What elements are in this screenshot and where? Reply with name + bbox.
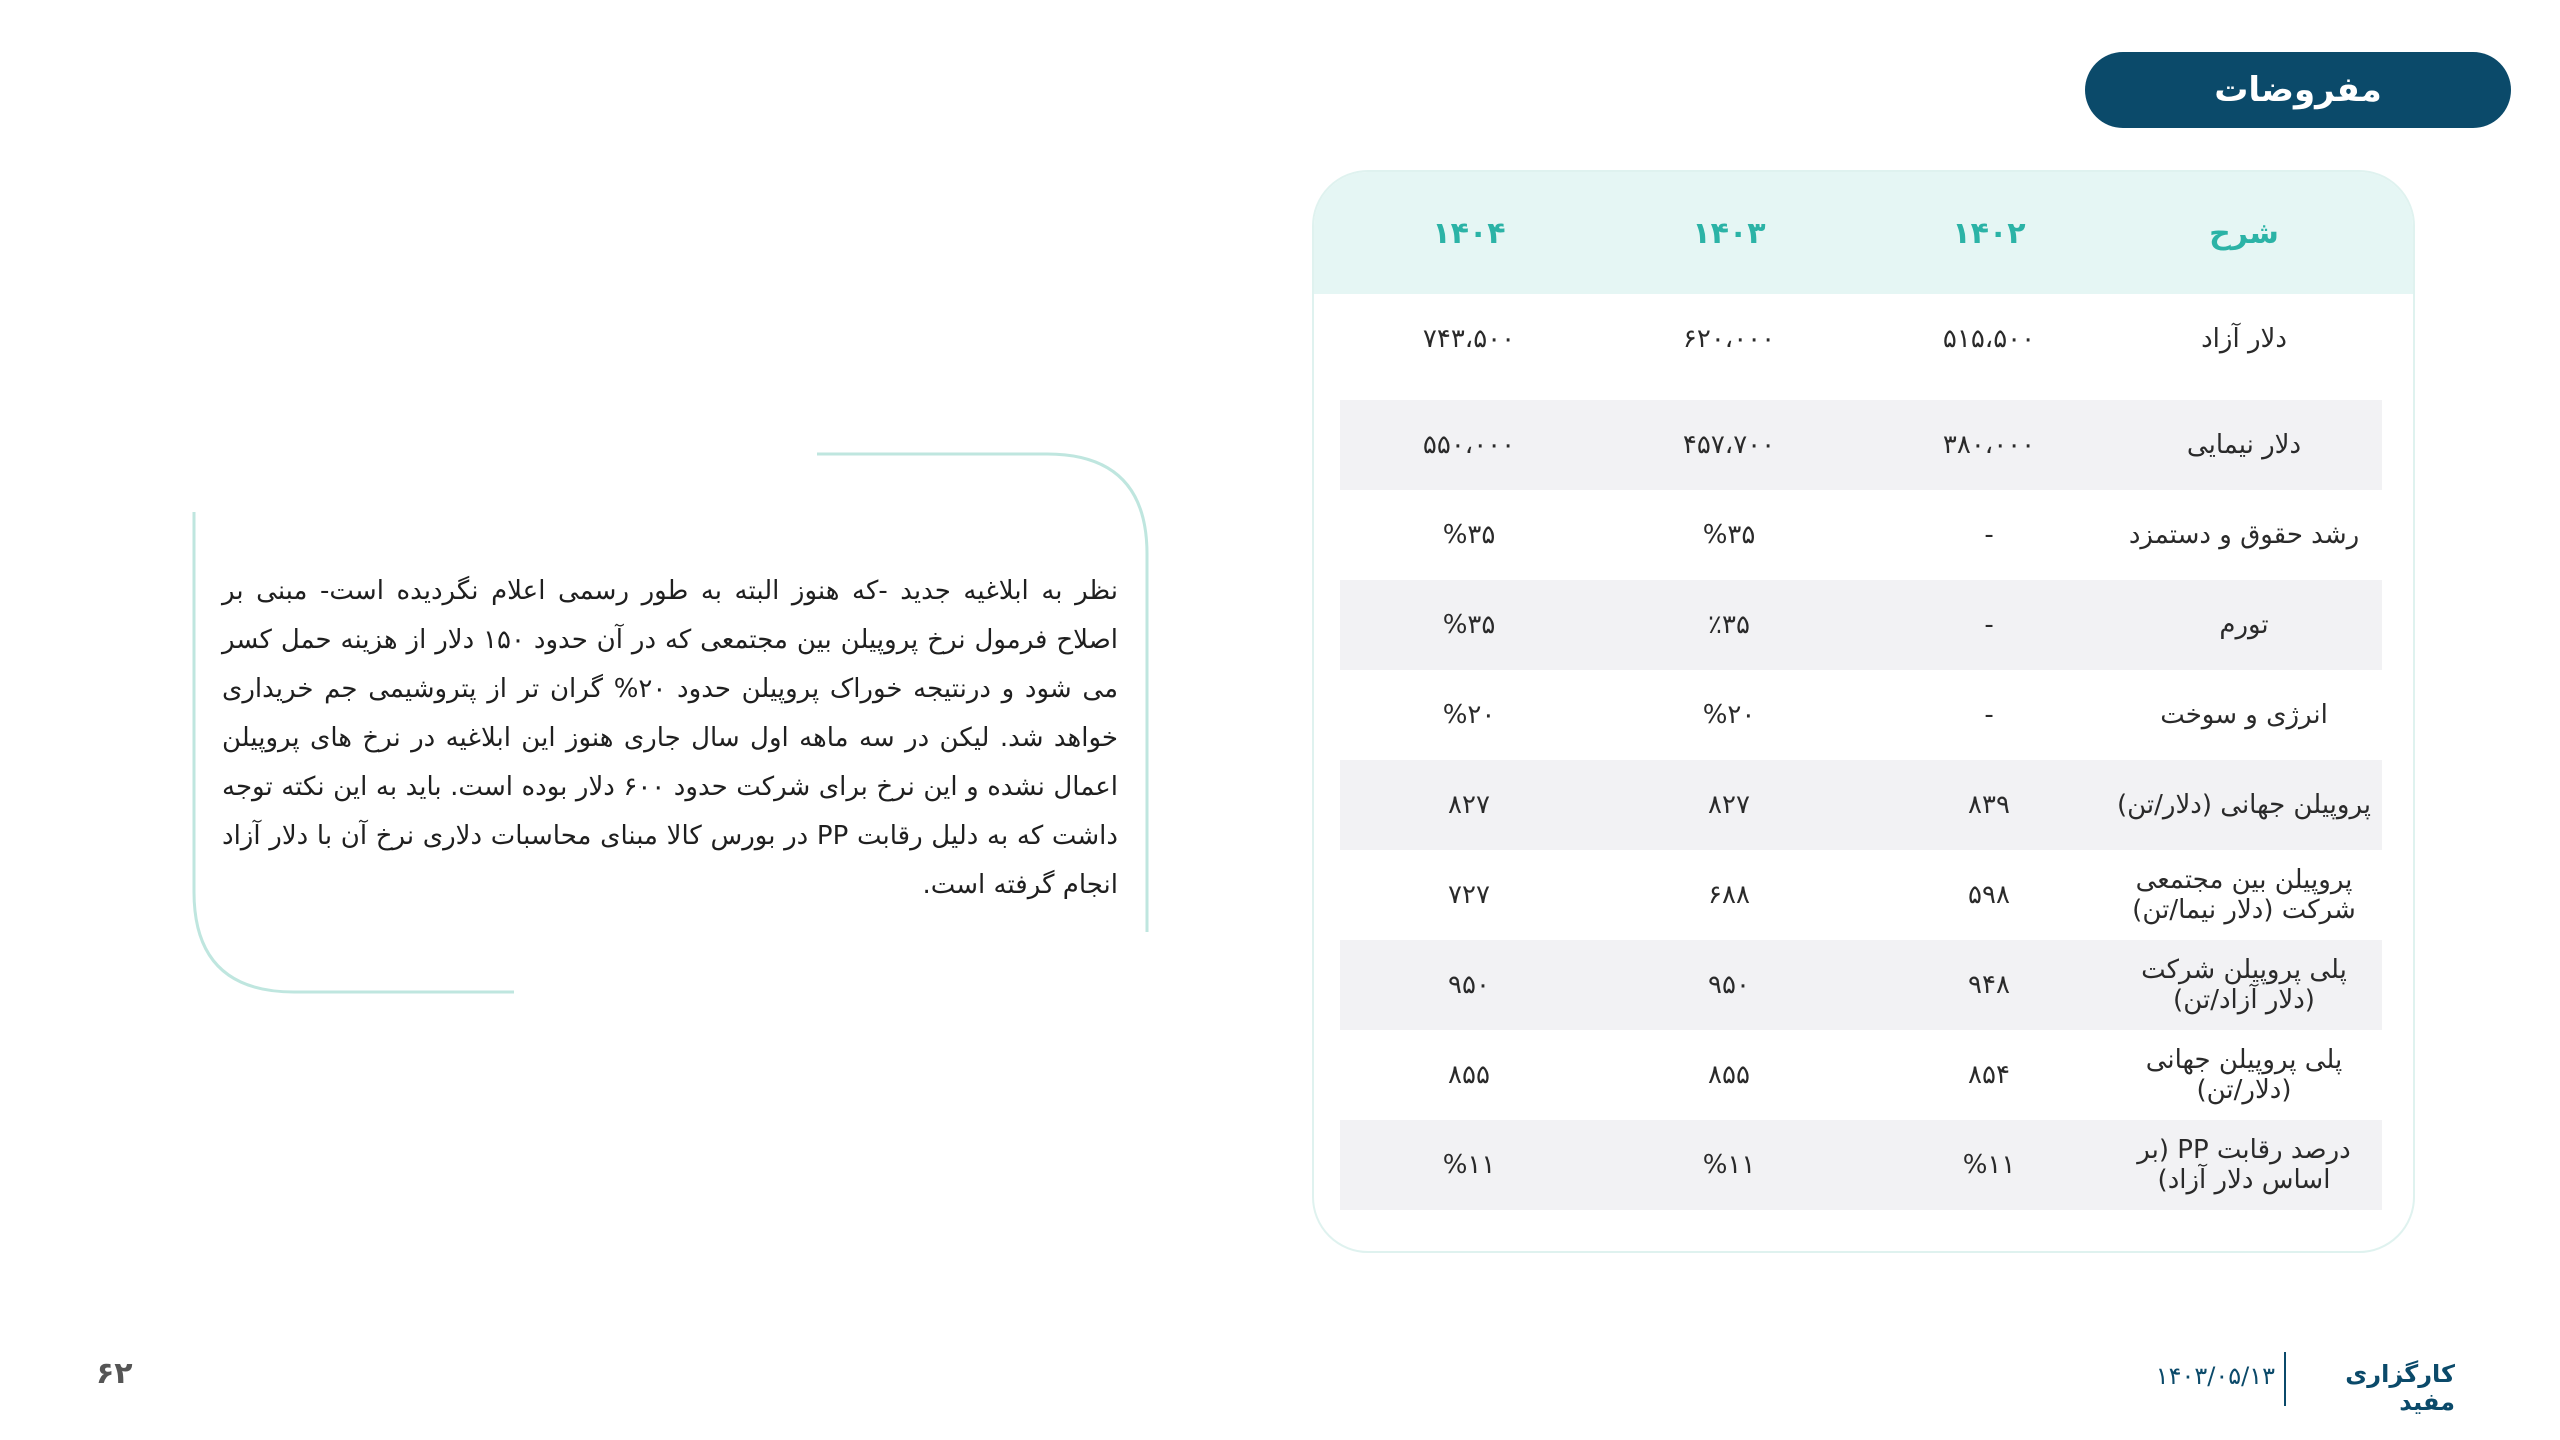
cell-1404: ۸۲۷ — [1448, 790, 1490, 820]
cell-1404: %۱۱ — [1442, 1150, 1496, 1180]
row-label: درصد رقابت PP (بر اساس دلار آزاد) — [2137, 1135, 2351, 1195]
cell-1402: ۵۱۵،۵۰۰ — [1942, 324, 2036, 354]
cell-1404: ۵۵۰،۰۰۰ — [1422, 430, 1516, 460]
header-year-1403: ۱۴۰۳ — [1692, 215, 1766, 251]
footer-divider — [2284, 1352, 2286, 1406]
note-card — [192, 452, 1150, 995]
row-label: تورم — [2219, 610, 2269, 640]
footer-date: ۱۴۰۳/۰۵/۱۳ — [2155, 1362, 2275, 1390]
row-label: رشد حقوق و دستمزد — [2128, 520, 2360, 550]
header-description: شرح — [2209, 215, 2279, 251]
cell-1403: %۲۰ — [1702, 700, 1756, 730]
cell-1403: %۱۱ — [1702, 1150, 1756, 1180]
table-row — [1340, 1030, 2382, 1120]
table-row — [1340, 670, 2382, 760]
cell-1404: %۳۵ — [1442, 520, 1496, 550]
table-row — [1340, 850, 2382, 940]
cell-1403: ۴۵۷،۷۰۰ — [1682, 430, 1776, 460]
cell-1403: ۶۲۰،۰۰۰ — [1682, 324, 1776, 354]
header-year-1402: ۱۴۰۲ — [1952, 215, 2026, 251]
row-label: دلار نیمایی — [2186, 430, 2302, 460]
cell-1402: ۸۵۴ — [1968, 1060, 2010, 1090]
header-year-1404: ۱۴۰۴ — [1432, 215, 1506, 251]
table-row — [1340, 294, 2382, 384]
cell-1402: - — [1984, 520, 1994, 550]
cell-1402: ۵۹۸ — [1968, 880, 2010, 910]
table-row — [1340, 760, 2382, 850]
cell-1403: ۸۵۵ — [1708, 1060, 1750, 1090]
cell-1402: %۱۱ — [1962, 1150, 2016, 1180]
cell-1403: ۶۸۸ — [1708, 880, 1750, 910]
row-label: پلی پروپیلن شرکت (دلار آزاد/تن) — [2141, 955, 2347, 1015]
page-title: مفروضات — [2214, 70, 2382, 110]
cell-1404: %۲۰ — [1442, 700, 1496, 730]
cell-1403: %۳۵ — [1702, 520, 1756, 550]
table-row — [1340, 1120, 2382, 1210]
cell-1402: - — [1984, 610, 1994, 640]
row-label: دلار آزاد — [2201, 324, 2287, 354]
cell-1404: ۷۲۷ — [1448, 880, 1490, 910]
note-text: نظر به ابلاغیه جدید -که هنوز البته به طور رسمی اعلام نگردیده است- مبنی بر اصلاح فرمول نرخ پروپیلن بین مجتمعی که در آن حدود ۱۵۰ دلار از هزینه حمل کسر می شود و درنتیجه خوراک پروپیلن حدود ۲۰% گران تر از پتروشیمی جم خریداری خواهد شد. لیکن در سه ماهه اول سال جاری هنوز این ابلاغیه در نرخ های پروپیلن اعمال نشده و این نرخ برای شرکت حدود ۶۰۰ دلار بوده است. باید به این نکته توجه داشت که به دلیل رقابت PP در بورس کالا مبنای محاسبات دلاری نرخ آن با دلار آزاد انجام گرفته است. — [222, 576, 1118, 900]
row-label: پلی پروپیلن جهانی (دلار/تن) — [2145, 1045, 2343, 1105]
cell-1403: ۸۲۷ — [1708, 790, 1750, 820]
row-label: پروپیلن بین مجتمعی شرکت (دلار نیما/تن) — [2132, 865, 2356, 925]
table-row — [1340, 580, 2382, 670]
cell-1402: - — [1984, 700, 1994, 730]
cell-1402: ۹۴۸ — [1968, 970, 2010, 1000]
row-label: انرژی و سوخت — [2160, 700, 2328, 730]
footer-brand: کارگزاری مفید — [2345, 1360, 2455, 1416]
table-row — [1340, 940, 2382, 1030]
cell-1402: ۸۳۹ — [1968, 790, 2010, 820]
cell-1403: ۹۵۰ — [1708, 970, 1750, 1000]
cell-1402: ۳۸۰،۰۰۰ — [1942, 430, 2036, 460]
row-label: پروپیلن جهانی (دلار/تن) — [2116, 790, 2372, 820]
cell-1403: ٪۳۵ — [1708, 610, 1750, 640]
cell-1404: ۹۵۰ — [1448, 970, 1490, 1000]
cell-1404: ۷۴۳،۵۰۰ — [1422, 324, 1516, 354]
cell-1404: ۸۵۵ — [1448, 1060, 1490, 1090]
page-title-pill — [2085, 52, 2511, 128]
page-number: ۶۲ — [96, 1356, 133, 1391]
cell-1404: %۳۵ — [1442, 610, 1496, 640]
table-row — [1340, 490, 2382, 580]
table-header-row — [1314, 172, 2413, 294]
table-row — [1340, 400, 2382, 490]
assumptions-table — [1312, 170, 2415, 1253]
